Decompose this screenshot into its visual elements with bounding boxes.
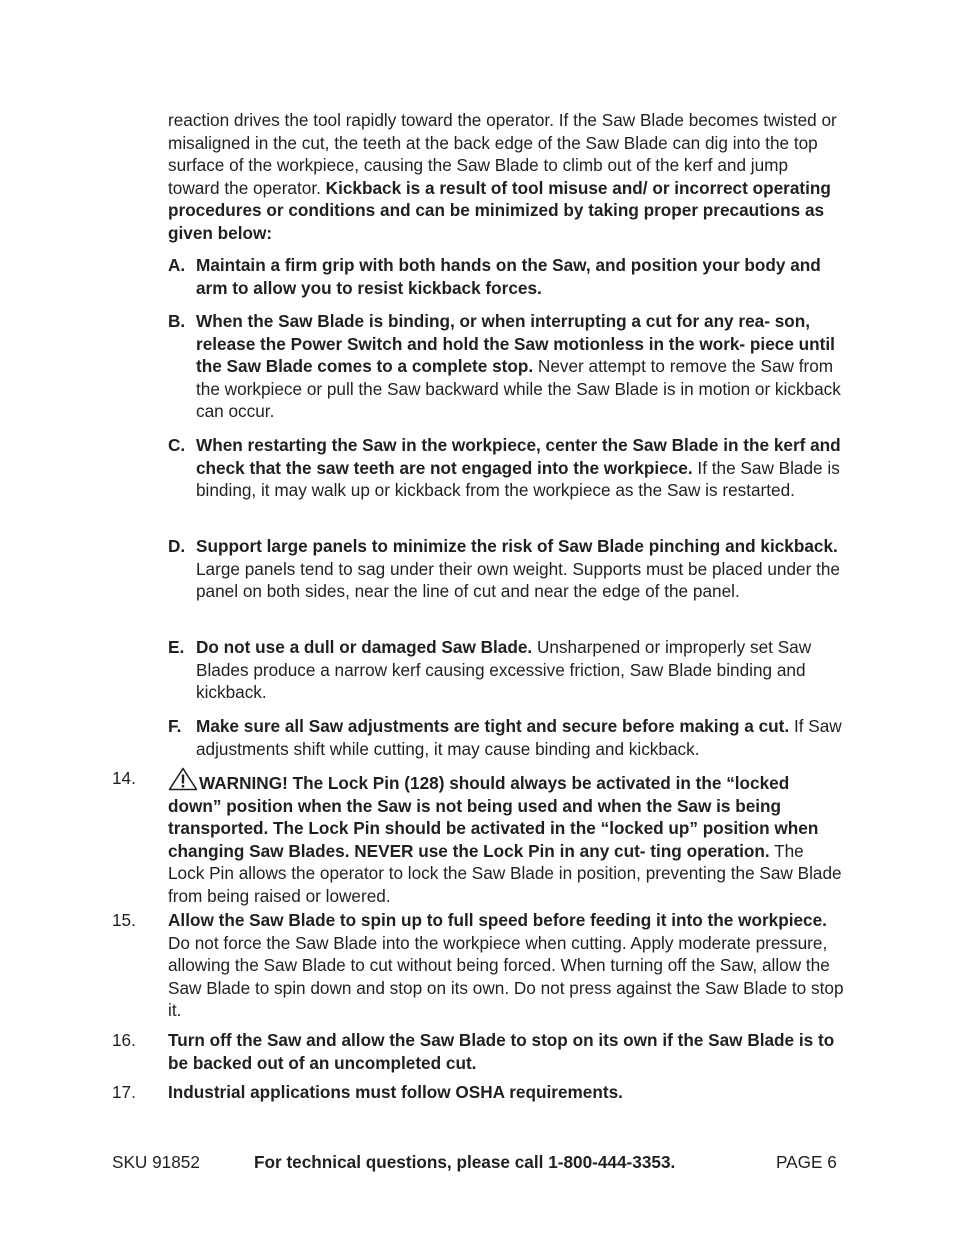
item-15 bbox=[168, 909, 844, 1022]
subitem-letter: E. bbox=[168, 637, 185, 657]
subitem-text: Never attempt to remove the Saw from the workpiece or pull the Saw backward while the Saw Blade is in motion or kickback can occur. bbox=[196, 356, 841, 422]
subitem-text: If Saw adjustments shift while cutting, it may cause binding and kickback. bbox=[196, 716, 842, 759]
subitem-letter: B. bbox=[168, 311, 186, 331]
subitem-e bbox=[168, 636, 844, 704]
footer-sku: SKU 91852 bbox=[112, 1152, 200, 1172]
subitem-bold-text: Support large panels to minimize the risk of Saw Blade pinching and kickback. bbox=[196, 536, 838, 556]
subitem-bold-text: Make sure all Saw adjustments are tight and secure before making a cut. bbox=[196, 716, 790, 736]
item-number: 17. bbox=[112, 1082, 136, 1102]
footer-support-phone: For technical questions, please call 1-800-444-3353. bbox=[254, 1152, 676, 1172]
warning-triangle-icon bbox=[168, 767, 198, 791]
subitem-bold-text: When the Saw Blade is binding, or when interrupting a cut for any rea- son, release the Power Switch and hold the Saw motionless in the work- piece until the Saw Blade comes to a complete stop. bbox=[196, 311, 835, 377]
subitem-text: If the Saw Blade is binding, it may walk up or kickback from the workpiece as the Saw is restarted. bbox=[196, 457, 840, 501]
item-number: 15. bbox=[112, 910, 136, 930]
subitem-a bbox=[168, 254, 844, 299]
item-number: 16. bbox=[112, 1030, 136, 1050]
item-text: Do not force the Saw Blade into the workpiece when cutting. Apply moderate pressure, allowing the Saw Blade to cut without being forced. When turning off the Saw, allow the Saw Blade to spin down and stop on its own. Do not press against the Saw Blade to stop it. bbox=[168, 932, 844, 1021]
item-text: The Lock Pin allows the operator to lock the Saw Blade in position, preventing the Saw Blade from being raised or lowered. bbox=[168, 840, 842, 906]
subitem-b bbox=[168, 310, 844, 423]
subitem-bold-text: Do not use a dull or damaged Saw Blade. bbox=[196, 637, 533, 657]
item-bold-text: Allow the Saw Blade to spin up to full speed before feeding it into the workpiece. bbox=[168, 910, 827, 930]
item-number: 14. bbox=[112, 768, 136, 788]
subitem-bold-text: When restarting the Saw in the workpiece, center the Saw Blade in the kerf and check that the saw teeth are not engaged into the workpiece. bbox=[196, 435, 841, 478]
subitem-text: Large panels tend to sag under their own weight. Supports must be placed under the panel on both sides, near the line of cut and near the edge of the panel. bbox=[196, 558, 840, 602]
subitem-letter: F. bbox=[168, 716, 182, 736]
intro-text: reaction drives the tool rapidly toward the operator. If the Saw Blade becomes twisted or misaligned in the cut, the teeth at the back edge of the Saw Blade can dig into the top surface of the workpiece, causing the Saw Blade to climb out of the kerf and jump toward the operator. bbox=[168, 110, 837, 198]
subitem-letter: C. bbox=[168, 435, 186, 455]
item-14 bbox=[168, 767, 844, 908]
subitem-bold-text: Maintain a firm grip with both hands on the Saw, and position your body and arm to allow you to resist kickback forces. bbox=[196, 255, 821, 298]
intro-bold-text: Kickback is a result of tool misuse and/ or incorrect operating procedures or conditions and can be minimized by taking proper precautions as given below: bbox=[168, 177, 831, 243]
item-16 bbox=[168, 1029, 844, 1074]
footer-page-number: PAGE 6 bbox=[776, 1152, 837, 1172]
subitem-text: Unsharpened or improperly set Saw Blades produce a narrow kerf causing excessive friction, Saw Blade binding and kickback. bbox=[196, 637, 812, 703]
item-bold-text: WARNING! The Lock Pin (128) should always be activated in the “locked down” position when the Saw is not being used and when the Saw is being transported. The Lock Pin should be activated in the “locked up” position when changing Saw Blades. NEVER use the Lock Pin in any cut- ting operation. bbox=[168, 773, 819, 861]
subitem-letter: D. bbox=[168, 536, 186, 556]
subitem-letter: A. bbox=[168, 255, 186, 275]
intro-paragraph bbox=[168, 109, 844, 245]
item-17 bbox=[168, 1081, 844, 1104]
item-bold-text: Industrial applications must follow OSHA requirements. bbox=[168, 1082, 623, 1102]
subitem-d bbox=[168, 535, 844, 603]
item-bold-text: Turn off the Saw and allow the Saw Blade to stop on its own if the Saw Blade is to be backed out of an uncompleted cut. bbox=[168, 1030, 835, 1073]
subitem-f bbox=[168, 715, 844, 760]
subitem-c bbox=[168, 434, 844, 502]
